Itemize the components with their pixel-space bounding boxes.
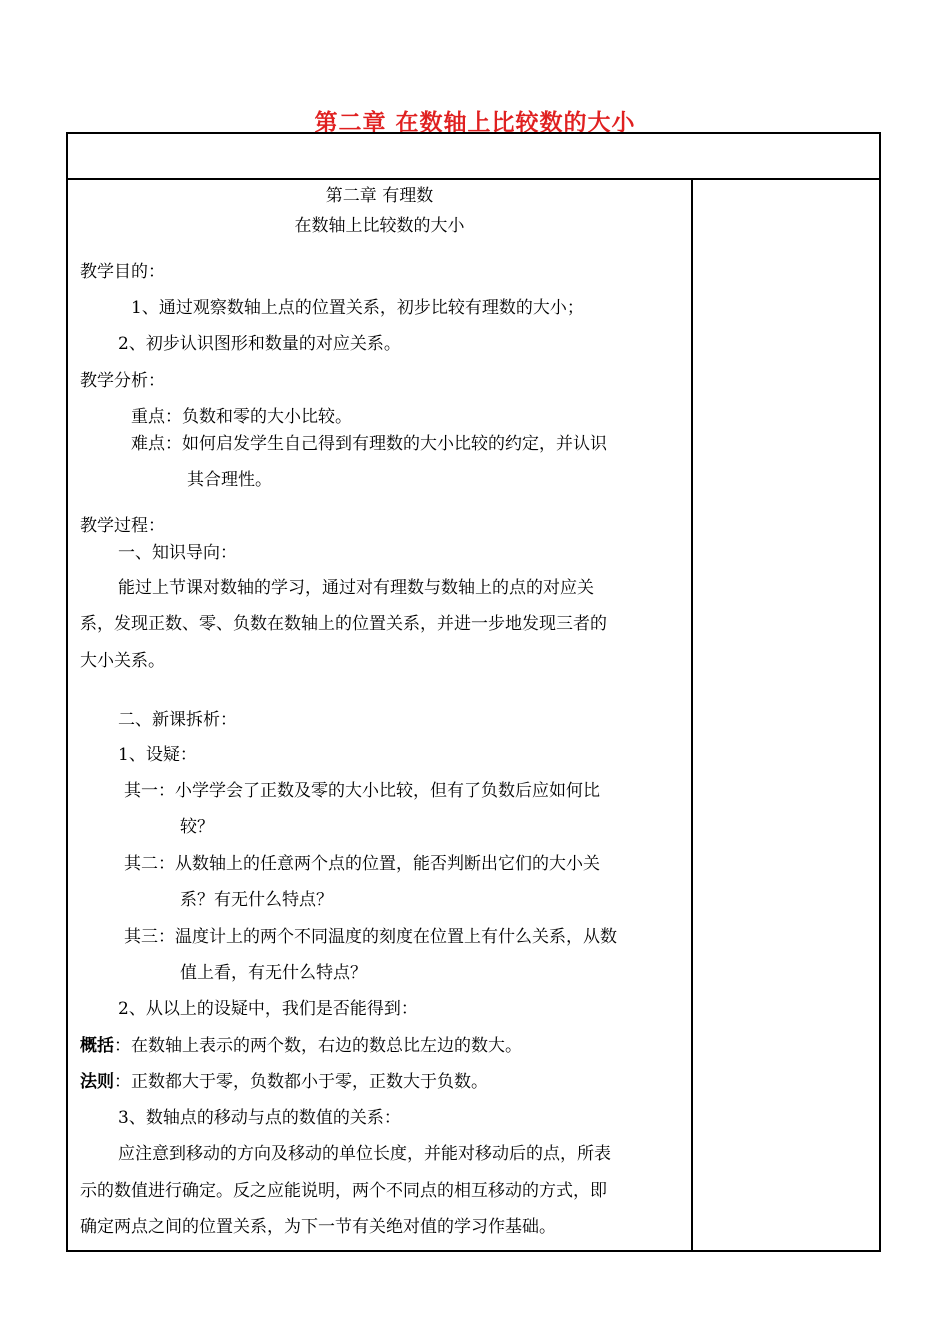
chapter-heading: 第二章 有理数 (325, 186, 434, 206)
process-label: 教学过程： (80, 516, 165, 536)
question-1-line-1: 其一：小学学会了正数及零的大小比较，但有了负数后应如何比 (124, 781, 600, 801)
key-point: 重点：负数和零的大小比较。 (131, 407, 352, 427)
section-new-lesson: 二、新课拆析： (118, 710, 237, 730)
rule-line (80, 1072, 488, 1092)
question-2-line-1: 其二：从数轴上的任意两个点的位置，能否判断出它们的大小关 (124, 854, 600, 874)
difficult-point-line-1: 难点：如何启发学生自己得到有理数的大小比较的约定，并认识 (131, 434, 607, 454)
summary-text: ：在数轴上表示的两个数，右边的数总比左边的数大。 (114, 1036, 522, 1056)
intro-paragraph-line-3: 大小关系。 (80, 651, 165, 671)
movement-paragraph-line-2: 示的数值进行确定。反之应能说明，两个不同点的相互移动的方式，即 (80, 1181, 607, 1201)
summary-label: 概括 (80, 1036, 114, 1056)
difficult-point-line-2: 其合理性。 (187, 470, 272, 490)
question-3-line-2: 值上看，有无什么特点？ (180, 963, 367, 983)
rule-label: 法则 (80, 1072, 114, 1092)
rule-text: ：正数都大于零，负数都小于零，正数大于负数。 (114, 1072, 488, 1092)
goal-item-2: 2、初步认识图形和数量的对应关系。 (118, 334, 401, 354)
movement-paragraph-line-1: 应注意到移动的方向及移动的单位长度，并能对移动后的点，所表 (118, 1144, 611, 1164)
item-questions: 1、设疑： (118, 745, 197, 765)
question-3-line-1: 其三：温度计上的两个不同温度的刻度在位置上有什么关系，从数 (124, 927, 617, 947)
question-2-line-2: 系？有无什么特点？ (180, 890, 333, 910)
lesson-table (66, 132, 881, 1252)
lesson-content (68, 180, 691, 1250)
item-movement: 3、数轴点的移动与点的数值的关系： (118, 1108, 401, 1128)
movement-paragraph-line-3: 确定两点之间的位置关系，为下一节有关绝对值的学习作基础。 (80, 1217, 556, 1237)
goal-item-1: 1、通过观察数轴上点的位置关系，初步比较有理数的大小； (131, 298, 584, 318)
section-knowledge: 一、知识导向： (118, 543, 237, 563)
table-header-row (68, 134, 879, 180)
intro-paragraph-line-2: 系，发现正数、零、负数在数轴上的位置关系，并进一步地发现三者的 (80, 614, 607, 634)
question-1-line-2: 较？ (180, 817, 214, 837)
page-title: 第二章 在数轴上比较数的大小 (314, 110, 636, 136)
goals-label: 教学目的： (80, 262, 165, 282)
lesson-heading: 在数轴上比较数的大小 (294, 216, 465, 236)
item-conclusion: 2、从以上的设疑中，我们是否能得到： (118, 999, 418, 1019)
intro-paragraph-line-1: 能过上节课对数轴的学习，通过对有理数与数轴上的点的对应关 (118, 578, 594, 598)
summary-line (80, 1036, 522, 1056)
analysis-label: 教学分析： (80, 371, 165, 391)
notes-column-divider (691, 180, 693, 1250)
